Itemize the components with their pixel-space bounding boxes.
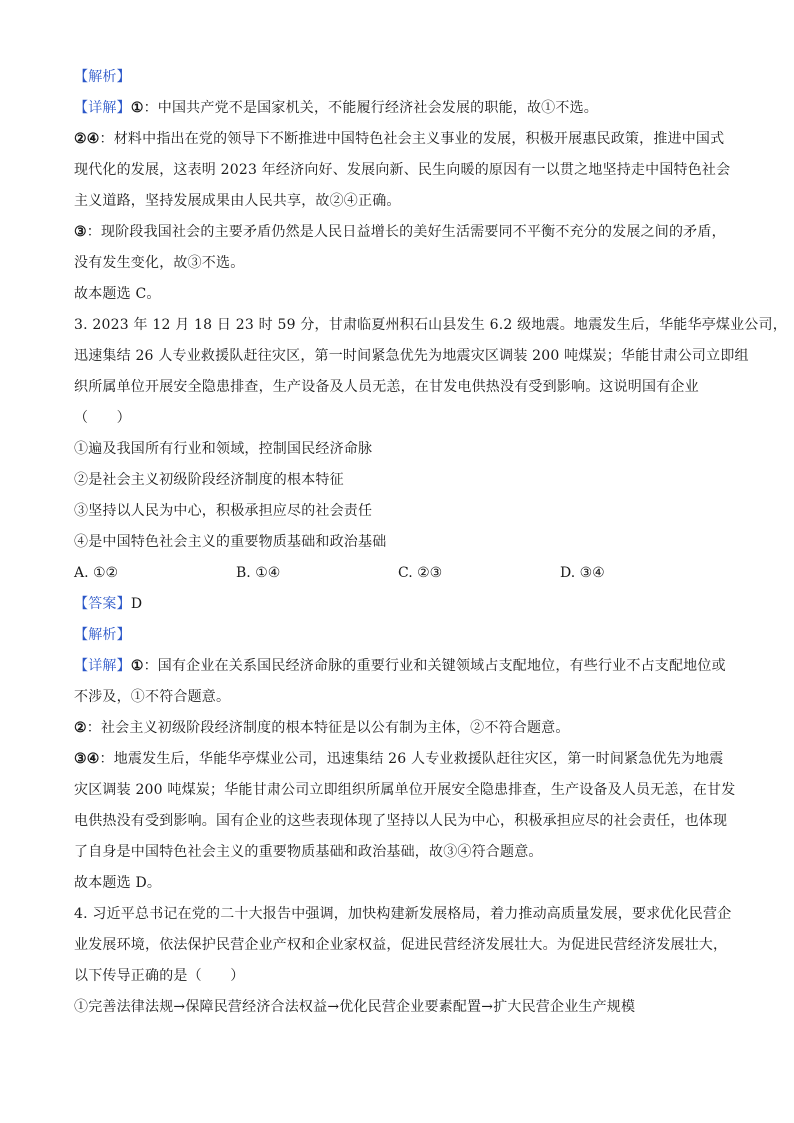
q3-detail-line-7: 了自身是中国特色社会主义的重要物质基础和政治基础，故③④符合题意。: [74, 844, 543, 860]
detail-tag: 【详解】: [74, 100, 131, 116]
answer-value: D: [130, 596, 143, 612]
detail-line-2: [74, 124, 724, 155]
detail-line-1: [74, 93, 724, 124]
question-3-stem-3: 织所属单位开展安全隐患排查，生产设备及人员无恙，在甘发电供热没有受到影响。这说明国有企业: [74, 379, 699, 395]
statement-2: ②是社会主义初级阶段经济制度的根本特征: [74, 472, 344, 488]
q3-detail-line-6: 电供热没有受到影响。国有企业的这些表现体现了坚持以人民为中心，积极承担应尽的社会责任，也体现: [74, 813, 728, 829]
statement-3: ③坚持以人民为中心，积极承担应尽的社会责任: [74, 503, 373, 519]
option-a: A. ①②: [74, 565, 119, 581]
item-mark: ①: [130, 100, 144, 116]
detail-tag: 【详解】: [74, 658, 131, 674]
item-mark: ③④: [74, 751, 100, 767]
option-d: D. ③④: [560, 565, 605, 581]
detail-text: ：材料中指出在党的领导下不断推进中国特色社会主义事业的发展，积极开展惠民政策，推进中国式: [99, 131, 725, 147]
q4-statement-1: ①完善法律法规→保障民营经济合法权益→优化民营企业要素配置→扩大民营企业生产规模: [74, 999, 636, 1015]
option-b: B. ①④: [236, 565, 281, 581]
question-4-stem-1: 4. 习近平总书记在党的二十大报告中强调，加快构建新发展格局，着力推动高质量发展，要求优化民营企: [74, 906, 732, 922]
detail-line-4: 主义道路，坚持发展成果由人民共享，故②④正确。: [74, 193, 401, 209]
detail-text: ：社会主义初级阶段经济制度的根本特征是以公有制为主体，②不符合题意。: [86, 720, 570, 736]
answer-tag: 【答案】: [74, 596, 131, 612]
detail-text: ：中国共产党不是国家机关，不能履行经济社会发展的职能，故①不选。: [143, 100, 598, 116]
item-mark: ②: [74, 720, 87, 736]
detail-text: ：地震发生后，华能华亭煤业公司，迅速集结 26 人专业救援队赶往灾区，第一时间紧急优先为地震: [99, 751, 724, 767]
detail-line-5: [74, 217, 724, 248]
conclusion-line: 故本题选 D。: [74, 875, 162, 891]
question-3-stem-1: 3. 2023 年 12 月 18 日 23 时 59 分，甘肃临夏州积石山县发生 6.2 级地震。地震发生后，华能华亭煤业公司，: [74, 317, 787, 333]
analysis-heading: [74, 62, 724, 93]
q3-detail-line-3: [74, 713, 724, 744]
conclusion-line: 故本题选 C。: [74, 286, 161, 302]
statement-1: ①遍及我国所有行业和领域，控制国民经济命脉: [74, 441, 373, 457]
item-mark: ③: [74, 224, 87, 240]
answer-options: [74, 558, 724, 589]
detail-text: ：国有企业在关系国民经济命脉的重要行业和关键领域占支配地位，有些行业不占支配地位或: [143, 658, 726, 674]
detail-text: ：现阶段我国社会的主要矛盾仍然是人民日益增长的美好生活需要同不平衡不充分的发展之间的矛盾，: [86, 224, 726, 240]
question-3-stem-2: 迅速集结 26 人专业救援队赶往灾区，第一时间紧急优先为地震灾区调装 200 吨煤炭；华能甘肃公司立即组: [74, 348, 749, 364]
question-3-blank: （ ）: [74, 410, 131, 426]
option-c: C. ②③: [398, 565, 443, 581]
q3-detail-line-4: [74, 744, 724, 775]
question-4-stem-2: 业发展环境，依法保护民营企业产权和企业家权益，促进民营经济发展壮大。为促进民营经济发展壮大，: [74, 937, 728, 953]
q3-detail-line-2: 不涉及，①不符合题意。: [74, 689, 231, 705]
item-mark: ①: [130, 658, 144, 674]
q3-detail-line-1: [74, 651, 724, 682]
answer-line: [74, 589, 724, 620]
statement-4: ④是中国特色社会主义的重要物质基础和政治基础: [74, 534, 387, 550]
analysis-tag: 【解析】: [74, 627, 131, 643]
analysis-tag: 【解析】: [74, 69, 131, 85]
analysis-heading: [74, 620, 724, 651]
detail-line-3: 现代化的发展，这表明 2023 年经济向好、发展向新、民生向暖的原因有一以贯之地坚持走中国特色社会: [74, 162, 731, 178]
item-mark: ②④: [74, 131, 100, 147]
question-4-stem-3: 以下传导正确的是（ ）: [74, 968, 245, 984]
q3-detail-line-5: 灾区调装 200 吨煤炭；华能甘肃公司立即组织所属单位开展安全隐患排查，生产设备及人员无恙，在甘发: [74, 782, 736, 798]
detail-line-6: 没有发生变化，故③不选。: [74, 255, 245, 271]
